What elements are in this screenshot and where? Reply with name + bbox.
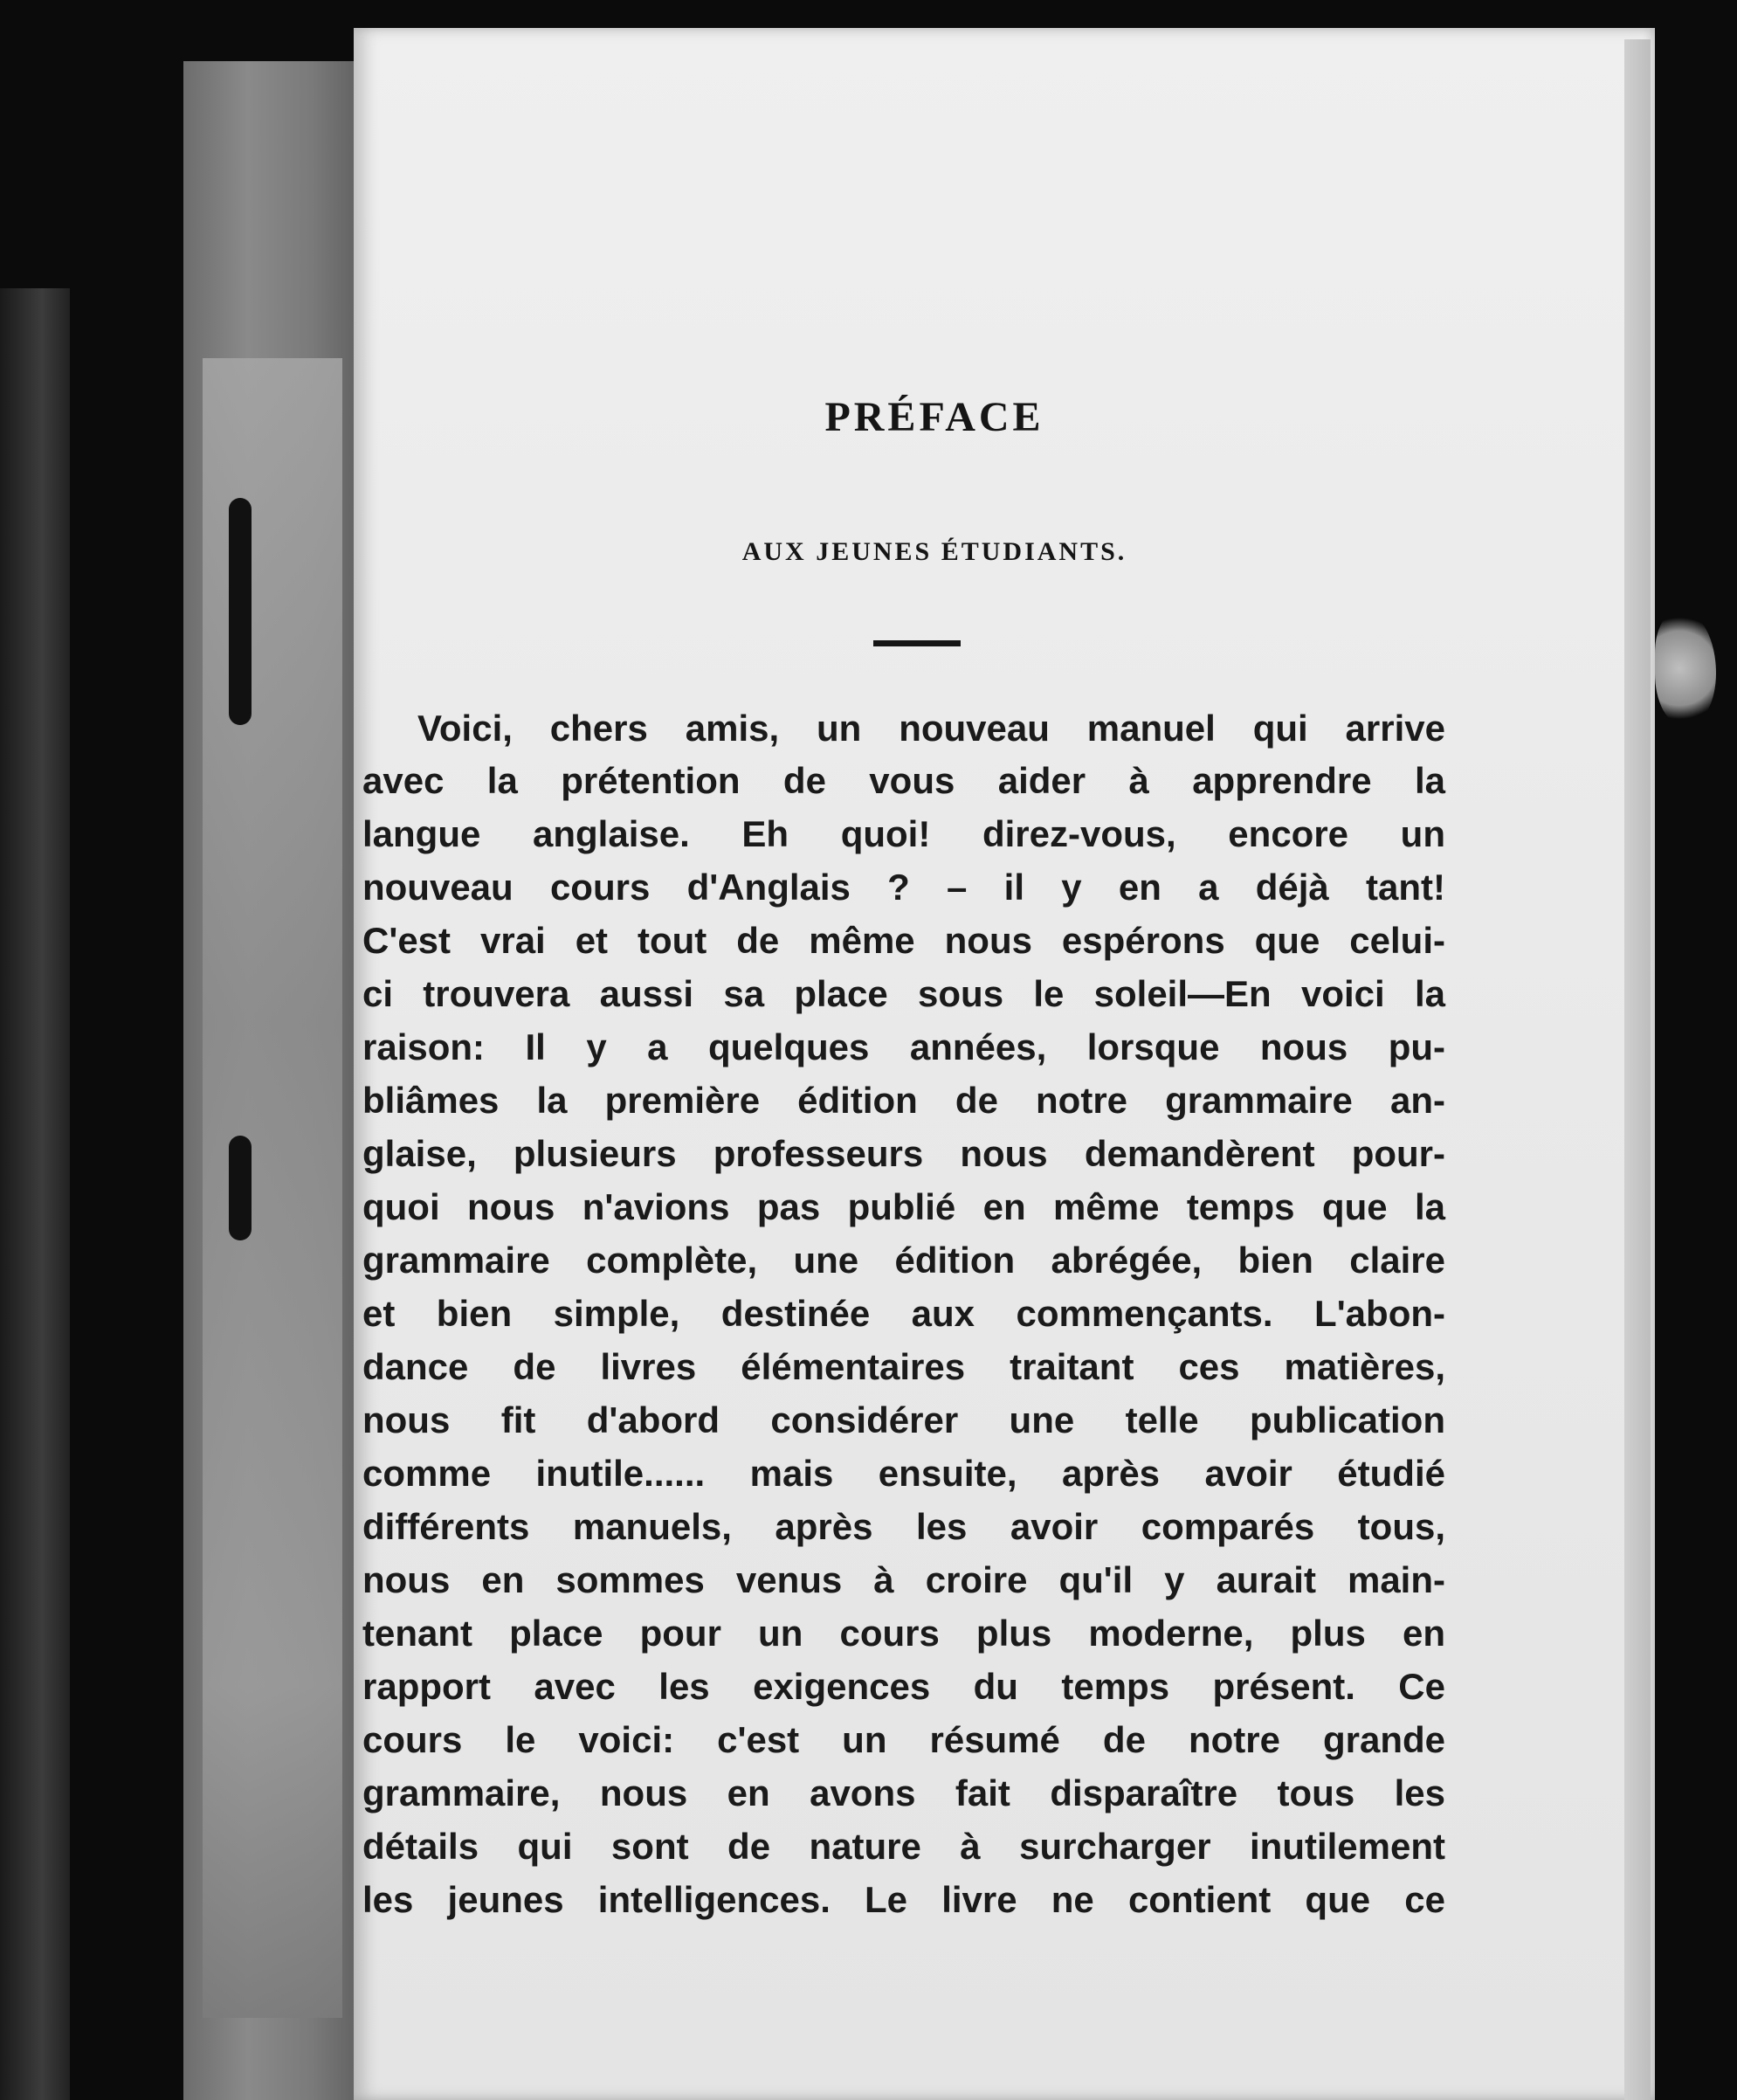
page-right-edge xyxy=(1624,39,1651,2100)
text-line: Voici, chers amis, un nouveau manuel qui arrive xyxy=(417,708,1445,749)
text-line: raison: Il y a quelques années, lorsque nous pu- xyxy=(362,1026,1445,1067)
text-line: nous en sommes venus à croire qu'il y aurait main- xyxy=(362,1559,1445,1600)
text-line: grammaire, nous en avons fait disparaître tous les xyxy=(362,1772,1445,1813)
text-line: langue anglaise. Eh quoi! direz-vous, encore un xyxy=(362,813,1445,854)
text-line: détails qui sont de nature à surcharger inutilement xyxy=(362,1826,1445,1867)
text-line: grammaire complète, une édition abrégée, bien claire xyxy=(362,1240,1445,1281)
binding-shadow xyxy=(0,288,70,2100)
binding-slot-lower xyxy=(229,1136,252,1240)
binding-slot xyxy=(229,498,252,725)
text-line: différents manuels, après les avoir comparés tous, xyxy=(362,1506,1445,1547)
text-line: avec la prétention de vous aider à apprendre la xyxy=(362,760,1445,801)
page-title: PRÉFACE xyxy=(824,394,1044,440)
text-line: comme inutile...... mais ensuite, après avoir étudié xyxy=(362,1453,1445,1494)
previous-page-edge xyxy=(203,358,342,2018)
text-line: et bien simple, destinée aux commençants. L'abon- xyxy=(362,1293,1445,1334)
text-line: C'est vrai et tout de même nous espérons que celui- xyxy=(362,920,1445,961)
text-line: rapport avec les exigences du temps présent. Ce xyxy=(362,1666,1445,1707)
text-line: bliâmes la première édition de notre grammaire an- xyxy=(362,1080,1445,1121)
text-line: nous fit d'abord considérer une telle publication xyxy=(362,1399,1445,1440)
text-line: tenant place pour un cours plus moderne, plus en xyxy=(362,1613,1445,1654)
text-line: dance de livres élémentaires traitant ces matières, xyxy=(362,1346,1445,1387)
text-line: ci trouvera aussi sa place sous le soleil—En voici la xyxy=(362,973,1445,1014)
text-line: nouveau cours d'Anglais ? – il y en a déjà tant! xyxy=(362,867,1445,908)
text-line: glaise, plusieurs professeurs nous demandèrent pour- xyxy=(362,1133,1445,1174)
paper-stain xyxy=(1655,611,1716,725)
page-subtitle: AUX JEUNES ÉTUDIANTS. xyxy=(741,537,1127,566)
text-line: les jeunes intelligences. Le livre ne contient que ce xyxy=(362,1879,1445,1920)
text-line: quoi nous n'avions pas publié en même temps que la xyxy=(362,1186,1445,1227)
title-rule xyxy=(873,640,961,646)
text-line: cours le voici: c'est un résumé de notre grande xyxy=(362,1719,1445,1760)
